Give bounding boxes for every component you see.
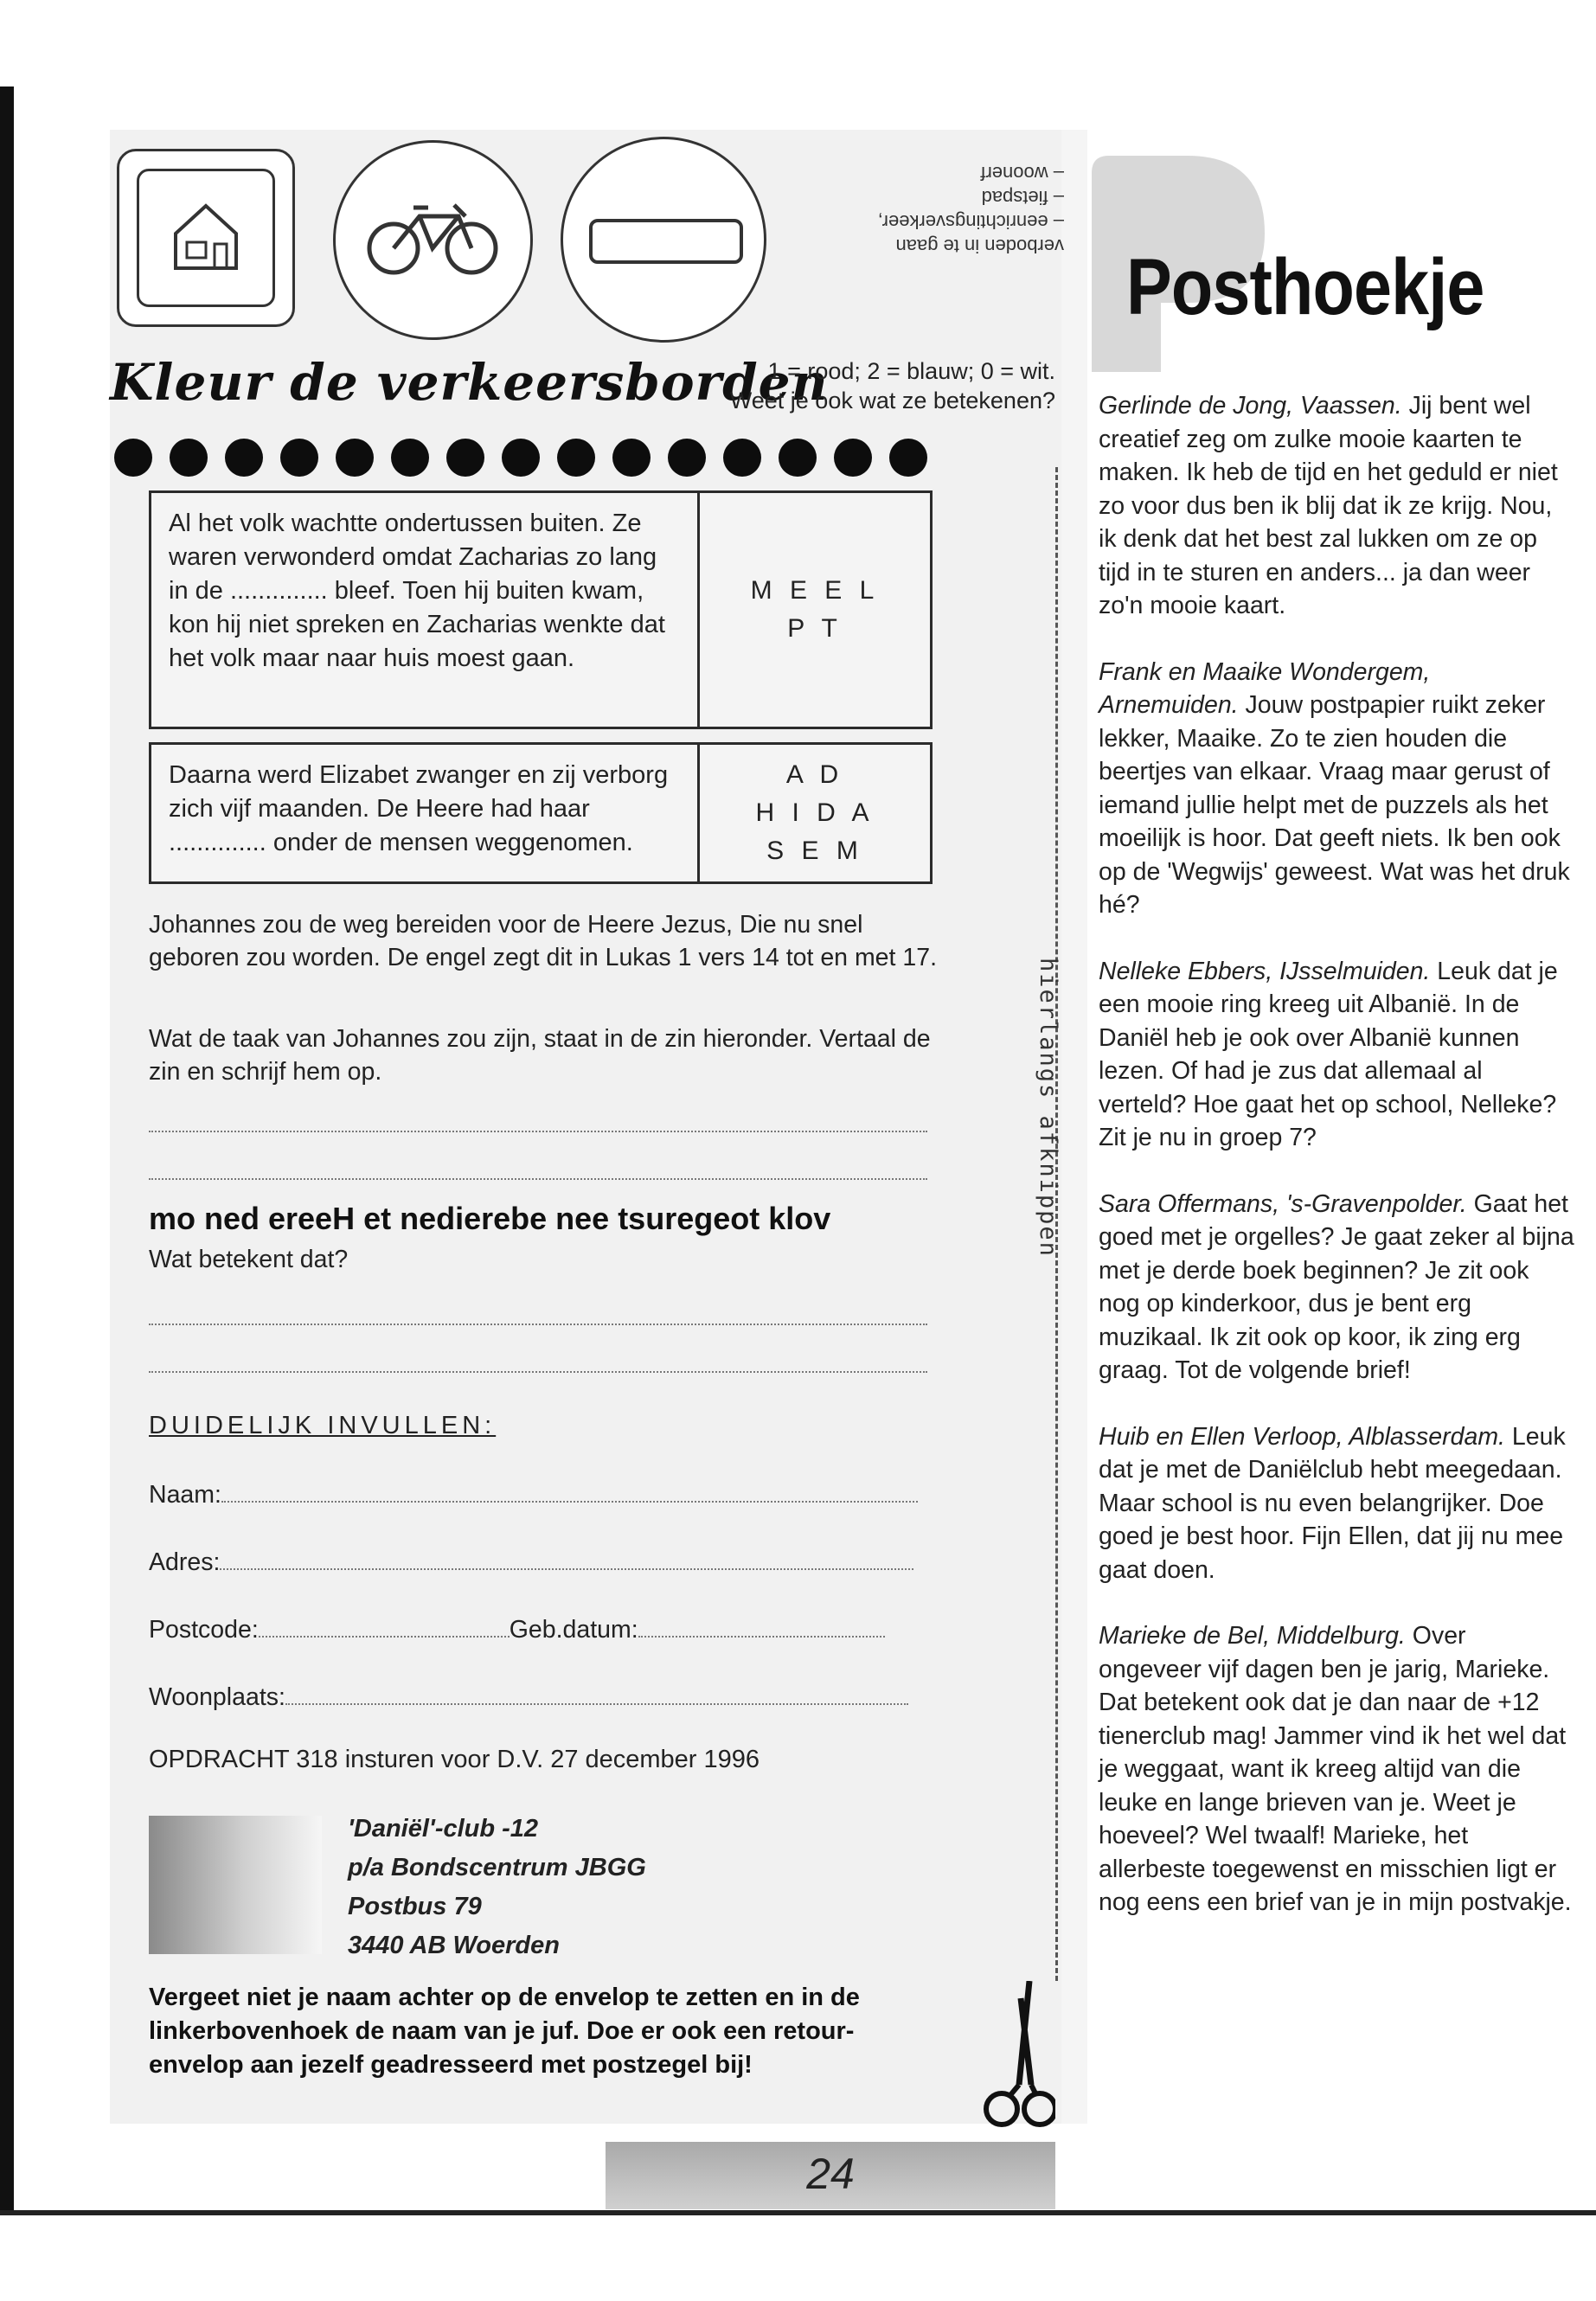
answer-line[interactable] bbox=[149, 1371, 927, 1373]
letter-entry: Frank en Maaike Wondergem, Arnemuiden. Jouw postpapier ruikt zeker lekker, Maaike. Zo te zien houden die beertjes van elkaar. Vraag maar gerust of iemand jullie helpt met de puzzels als het moeilijk is hoor. Dat geeft niets. Ik ben ook op de 'Wegwijs' geweest. Wat was het druk hé? bbox=[1099, 657, 1570, 919]
letter-entry: Marieke de Bel, Middelburg. Over ongeveer vijf dagen ben je jarig, Marieke. Dat betekent ook dat je dan naar de +12 tienerclub mag! Jammer vind ik het wel dat je weggaat, want ik kreeg altijd van die leuke en lange brieven van je. Weet je hoeveel? Wel twaalf! Marieke, het allerbeste toegewenst en misschien ligt er nog eens een brief van je in mijn postvakje. bbox=[1099, 1622, 1572, 1916]
letters-column bbox=[1099, 389, 1574, 1952]
answer-line[interactable] bbox=[149, 1324, 927, 1325]
postcode-field[interactable]: Postcode: Geb.datum: bbox=[149, 1616, 885, 1644]
sign-legend: verboden in te gaan – eenrichtingsverkeer, – fietspad – woonerf bbox=[877, 163, 1064, 257]
submission-deadline: OPDRACHT 318 insturen voor D.V. 27 december 1996 bbox=[149, 1746, 760, 1773]
meaning-question: Wat betekent dat? bbox=[149, 1246, 349, 1273]
scan-edge-left bbox=[0, 87, 14, 2214]
color-key bbox=[657, 356, 1055, 415]
woonerf-sign-icon bbox=[117, 149, 295, 327]
puzzle-box-1-text: Al het volk wachtte ondertussen buiten. Ze waren verwonderd omdat Zacharias zo lang in de .............. bleef. Toen hij buiten kwam, kon hij niet spreken en Zacharias wenkte dat het volk maar naar huis moest gaan. bbox=[151, 493, 700, 727]
bicycle-sign-icon bbox=[333, 140, 533, 340]
no-entry-sign-icon bbox=[561, 137, 766, 343]
panel-shade bbox=[1061, 130, 1087, 2124]
letter-entry: Nelleke Ebbers, IJsselmuiden. Leuk dat je een mooie ring kreeg uit Albanië. In de Daniël heb je ook over Albanië kunnen lezen. Of had je zus dat allemaal al verteld? Hoe gaat het op school, Nelleke? Zit je nu in groep 7? bbox=[1099, 957, 1558, 1151]
mailing-address: 'Daniël'-club -12 p/a Bondscentrum JBGG Postbus 79 3440 AB Woerden bbox=[348, 1815, 646, 1959]
puzzle-box-2-text: Daarna werd Elizabet zwanger en zij verborg zich vijf maanden. De Heere had haar .............. onder de mensen weggenomen. bbox=[151, 745, 700, 881]
answer-line[interactable] bbox=[149, 1131, 927, 1132]
color-key-question: Weet je ook wat ze betekenen? bbox=[729, 388, 1055, 413]
gradient-block bbox=[149, 1816, 322, 1954]
scissors-icon bbox=[977, 1981, 1055, 2137]
puzzle-box-1 bbox=[149, 490, 933, 729]
puzzle-box-1-letters: M E E L P T bbox=[750, 576, 880, 643]
instruction-paragraph: Wat de taak van Johannes zou zijn, staat in de zin hieronder. Vertaal de zin en schrijf hem op. bbox=[149, 1025, 931, 1086]
closing-instructions: Vergeet niet je naam achter op de envelop te zetten en in de linkerbovenhoek de naam van je juf. Doe er ook een retour-envelop aan jezelf geadresseerd met postzegel bij! bbox=[149, 1984, 860, 2079]
posthoekje-title: Posthoekje bbox=[1126, 243, 1484, 331]
answer-line[interactable] bbox=[149, 1178, 927, 1180]
dot-divider bbox=[114, 439, 927, 477]
form-heading: DUIDELIJK INVULLEN: bbox=[149, 1412, 497, 1439]
letter-entry: Huib en Ellen Verloop, Alblasserdam. Leuk dat je met de Daniëlclub hebt meegedaan. Maar school is nu even belangrijker. Doe goed je best hoor. Fijn Ellen, dat jij nu mee gaat doen. bbox=[1099, 1422, 1566, 1584]
letter-entry: Sara Offermans, 's-Gravenpolder. Gaat het goed met je orgelles? Je gaat zeker al bijna met je derde boek beginnen? Je zit ook nog op kinderkoor, dus je bent erg muzikaal. Ik zit ook op koor, ik zing erg graag. Tot de volgende brief! bbox=[1099, 1189, 1574, 1384]
letter-entry: Gerlinde de Jong, Vaassen. Jij bent wel creatief zeg om zulke mooie kaarten te maken. Ik heb de tijd en het geduld er niet zo voor dus ben ik blij dat ik ze krijg. Nou, ik denk dat het best zal lukken om ze op tijd in te sturen en anders... ja dan weer zo'n mooie kaart. bbox=[1099, 392, 1558, 619]
page-number: 24 bbox=[806, 2150, 855, 2198]
naam-field[interactable]: Naam: bbox=[149, 1481, 918, 1509]
coloring-title: Kleur de verkeersborden bbox=[110, 353, 829, 412]
woonplaats-field[interactable]: Woonplaats: bbox=[149, 1683, 908, 1712]
johannes-paragraph: Johannes zou de weg bereiden voor de Heere Jezus, Die nu snel geboren zou worden. De engel zegt dit in Lukas 1 vers 14 tot en met 17. bbox=[149, 911, 937, 971]
mirror-sentence: mo ned ereeH et nedierebe nee tsuregeot klov bbox=[149, 1201, 831, 1236]
adres-field[interactable]: Adres: bbox=[149, 1548, 913, 1577]
puzzle-box-2-letters: A D H I D A S E M bbox=[755, 760, 875, 865]
puzzle-box-2 bbox=[149, 742, 933, 884]
cut-label: hierlangs afknippen bbox=[1035, 958, 1061, 1258]
scan-edge-bottom bbox=[0, 2210, 1596, 2215]
color-key-line: 1 = rood; 2 = blauw; 0 = wit. bbox=[767, 358, 1055, 384]
